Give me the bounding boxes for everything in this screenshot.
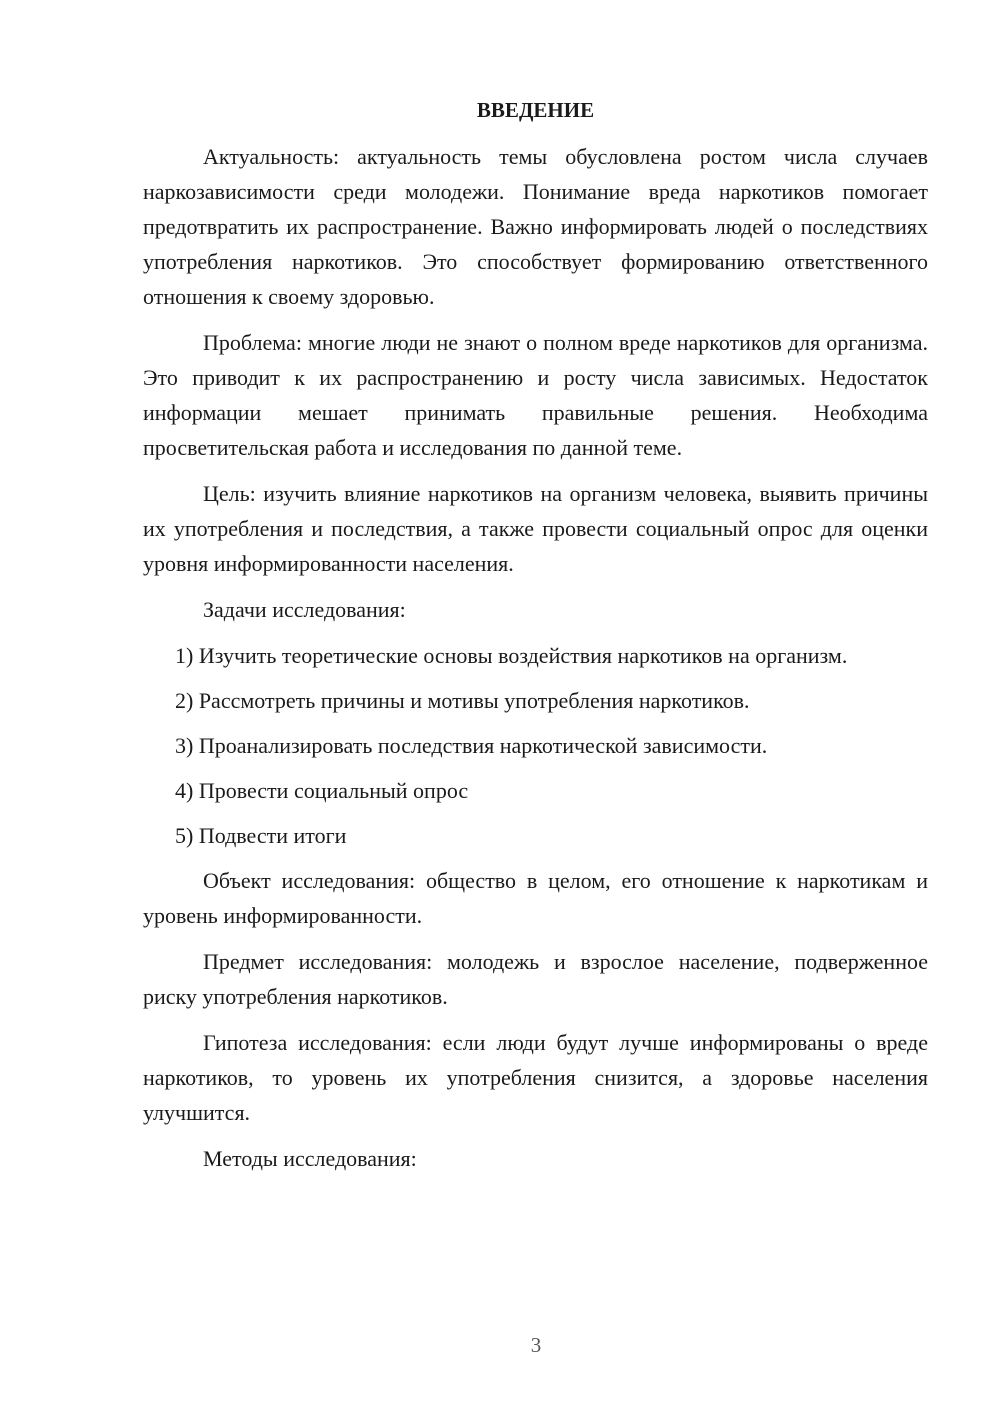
document-page (143, 95, 928, 1187)
tasks-heading: Задачи исследования: (203, 597, 406, 622)
paragraph-problem: Проблема: многие люди не знают о полном вреде наркотиков для организма. Это приводит к их распространению и росту числа зависимых. Недостаток информации мешает принимать правильные решения. Необходима просветительская работа и исследования по данной теме. (143, 330, 928, 460)
paragraph-goal: Цель: изучить влияние наркотиков на организм человека, выявить причины их употребления и последствия, а также провести социальный опрос для оценки уровня информированности населения. (143, 481, 928, 576)
paragraph-relevance: Актуальность: актуальность темы обусловлена ростом числа случаев наркозависимости среди молодежи. Понимание вреда наркотиков помогает предотвратить их распространение. Важно информировать людей о последствиях употребления наркотиков. Это способствует формированию ответственного отношения к своему здоровью. (143, 144, 928, 309)
task-item-2: 2) Рассмотреть причины и мотивы употребления наркотиков. (175, 688, 750, 713)
page-number: 3 (530, 1333, 542, 1357)
paragraph-hypothesis: Гипотеза исследования: если люди будут лучше информированы о вреде наркотиков, то уровень их употребления снизится, а здоровье населения улучшится. (143, 1030, 928, 1125)
task-item-4: 4) Провести социальный опрос (175, 778, 469, 803)
section-title: ВВЕДЕНИЕ (476, 98, 595, 122)
paragraph-subject: Предмет исследования: молодежь и взрослое население, подверженное риску употребления наркотиков. (143, 949, 928, 1009)
task-item-1: 1) Изучить теоретические основы воздействия наркотиков на организм. (175, 643, 848, 668)
task-item-5: 5) Подвести итоги (175, 823, 347, 848)
methods-heading: Методы исследования: (203, 1146, 417, 1171)
task-item-3: 3) Проанализировать последствия наркотической зависимости. (175, 733, 768, 758)
paragraph-object: Объект исследования: общество в целом, его отношение к наркотикам и уровень информированности. (143, 868, 928, 928)
